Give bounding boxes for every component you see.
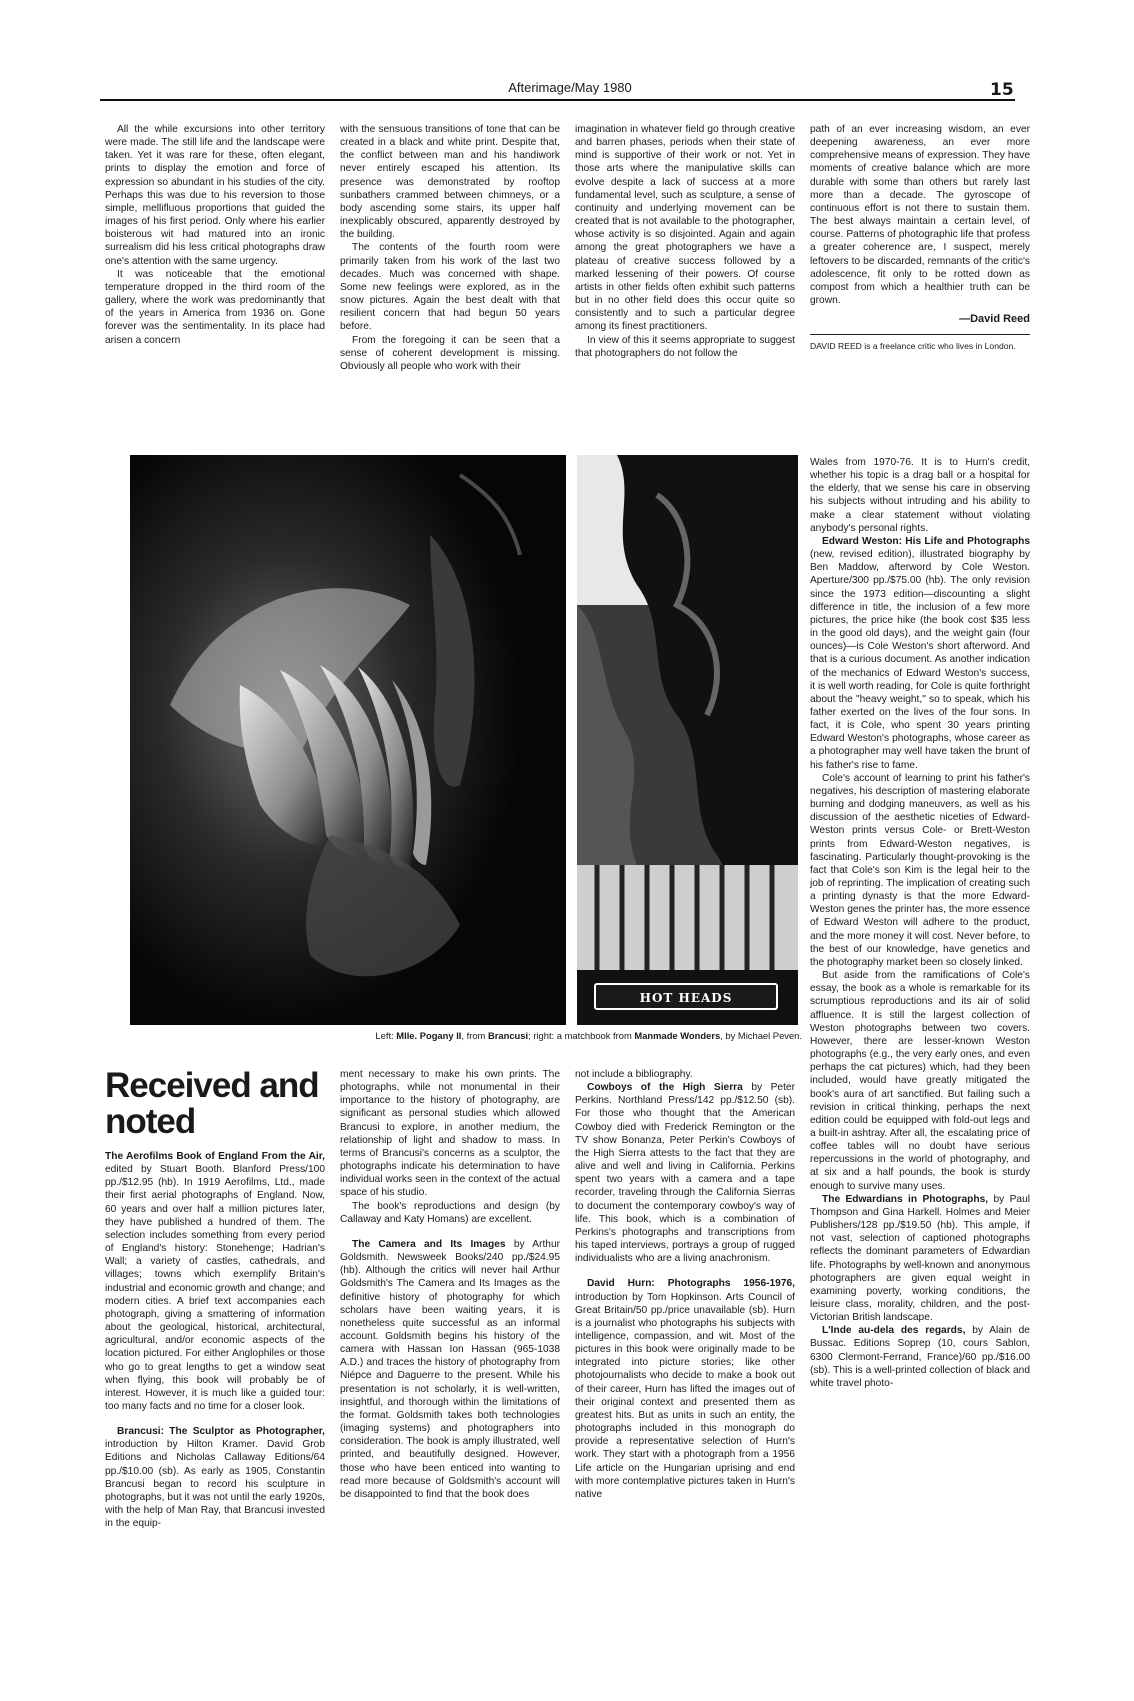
paragraph: path of an ever increasing wisdom, an ever deepening awareness, an ever more comprehensive means of expression. They have moments of creative balance which are more durable with some than others but rarely last more than a decade. The gyroscope of continuous effort is not there to sustain them. The best always maintain a certain level, of course. Patterns of photographic life that profess a greater coherence are, I suspect, merely leftovers to be discarded, remnants of the critic's adolescence, fit only to be rotted down as compost from which a healthier truth can be grown. [810, 124, 1030, 307]
review-column-3 [575, 1068, 795, 1501]
review-title: The Aerofilms Book of England From the Air, [105, 1151, 325, 1162]
review-entry [575, 1081, 795, 1265]
sculpture-image [130, 455, 566, 1025]
paragraph: From the foregoing it can be seen that a sense of coherent development is missing. Obviously all people who work with their [340, 334, 560, 372]
caption-title: Mlle. Pogany II [396, 1030, 462, 1041]
review-body: by Arthur Goldsmith. Newsweek Books/240 pp./$24.95 (hb). Although the critics will never hail Arthur Goldsmith's The Camera and Its Images as the definitive history of photography for which scholars have been waiting years, it is nonetheless quite successful as an informal account. Goldsmith begins his history of the camera with Hassan Ion Hassan (965-1038 A.D.) and traces the history of photography from Niépce and Daguerre to the present. While his presentation is not scholarly, it is well-written, insightful, and thorough within the limitations of the format. Goldsmith takes both technologies (imaging systems) and photographers into consideration. The book is amply illustrated, well printed, and beautifully designed. However, those who have been enticed into wanting to read more because of Goldsmith's account will be disappointed to find that the book does [340, 1238, 561, 1500]
section-headline: Received and noted [105, 1066, 319, 1141]
review-entry [810, 969, 1030, 1193]
photo-matchbook [577, 455, 798, 1025]
review-title: Cowboys of the High Sierra [587, 1082, 743, 1094]
paragraph: with the sensuous transitions of tone that can be created in a black and white print. Despite that, the conflict between man and his handiwork never entirely escaped his attention. Its presence was demonstrated by rooftop sunbathers crammed between chimneys, or a body ascending some stairs, its upper half inexplicably obscured, apparently destroyed by the building. [340, 124, 560, 241]
review-body: by Paul Thompson and Gina Harkell. Holmes and Meier Publishers/128 pp./$19.50 (hb). This ample, if not vast, selection of captioned photographs reflects the dominant parameters of Edwardian life. Photographs by well-known and anonymous photographers are given equal weight in examining poverty, working conditions, the leisure class, morality, children, and the post-Victorian British landscape. [810, 1193, 1030, 1324]
review-entry [340, 1200, 560, 1226]
review-column-2 [340, 1068, 560, 1501]
review-title: L'Inde au-dela des regards, [822, 1325, 966, 1337]
review-body: But aside from the ramifications of Cole's essay, the book as a whole is remarkable for its scrumptious reproductions and its air of solid affluence. It is still the largest collection of Weston photographs between two covers. However, there are lesser-known Weston photographs (e.g., the very early ones, and even perhaps the cat pictures) which, had they been included, would have greatly mitigated the book's aura of art sanctified. But failing such a revision in critical thinking, perhaps the next edition could be equipped with fold-out legs and a built-in ashtray. After all, the escalating price of coffee tables will no doubt have serious repercussions in the world of photography, and at six and a half pounds, the book is sturdy enough to survive many uses. [810, 970, 1030, 1192]
review-title: Brancusi: The Sculptor as Photographer, [117, 1426, 325, 1438]
review-body: introduction by Hilton Kramer. David Grob Editions and Nicholas Callaway Editions/64 pp./$10.00 (sb). As early as 1905, Constantin Brancusi began to record his sculpture in photographs, but it was not until the early 1920s, with the help of Man Ray, that Brancusi invested in the equip- [105, 1439, 325, 1530]
review-entry [340, 1238, 560, 1501]
paragraph: imagination in whatever field go through creative and barren phases, periods when their state of mind is supportive of their work or not. Yet in those arts where the manipulative skills can evolve despite a lack of success at a more fundamental level, such as sculpture, a sense of continuity and underlying movement can be created that is not available to the photographer, whose activity is so disjointed. Again and again among the great photographers we have a plateau of creative success followed by a marked lessening of their powers. Of course artists in other fields often exhibit such patterns but in no other field does this occur quite so consistently and to such a particular degree among its finest practitioners. [575, 124, 795, 333]
matchbook-label: HOT HEADS [594, 983, 778, 1010]
review-entry [105, 1150, 325, 1413]
article-column-2 [340, 123, 560, 373]
review-entry [575, 1277, 795, 1501]
paragraph: It was noticeable that the emotional temperature dropped in the third room of the gallery, where the work was predominantly that of the years in America from 1936 on. Gone forever was the sentimentality. In its place had arisen a concern [105, 268, 325, 346]
article-column-3 [575, 123, 795, 360]
review-entry [810, 456, 1030, 535]
caption-title: Brancusi [487, 1030, 529, 1041]
article-column-1 [105, 123, 325, 347]
caption-text: , by Michael Peven. [720, 1030, 802, 1041]
caption-text: , from [461, 1030, 488, 1041]
review-title: The Edwardians in Photographs, [822, 1193, 989, 1205]
caption-title: Manmade Wonders [634, 1030, 721, 1041]
review-body: by Alain de Bussac. Editions Soprep (10, cours Sablon, 6300 Clermont-Ferrand, France)/60 pp./$16.00 (sb). This is a well-printed collection of black and white travel photo- [810, 1325, 1030, 1389]
review-body: by Peter Perkins. Northland Press/142 pp./$12.50 (sb). For those who thought that the American Cowboy died with Frederick Remington or the TV show Bonanza, Peter Perkin's Cowboys of the High Sierra attests to the fact that they are alive and well and living in California. Perkins spent two years with a camera and a tape recorder, traveling through the California Sierras to document the contemporary cowboy's way of life. This book, which is a combination of Perkins's photographs and transcriptions from his taped interviews, portrays a group of rugged individualists who are a living anachronism. [575, 1082, 795, 1265]
author-bio: DAVID REED is a freelance critic who lives in London. [810, 334, 1030, 352]
review-body: ment necessary to make his own prints. The photographs, while not monumental in their importance to the history of photography, are significant as personal studies which allowed Brancusi to explore, in another medium, the relationship of light and shadow to mass. In terms of Brancusi's concerns as a sculptor, the photographs indicate his determination to have individual works seen in the context of the actual space of his studio. [340, 1069, 560, 1199]
caption-text: Left: [375, 1030, 397, 1041]
review-entry [340, 1068, 560, 1200]
review-title: Edward Weston: His Life and Photographs [822, 535, 1030, 547]
review-body: Cole's account of learning to print his father's negatives, his description of mastering elaborate burning and dodging maneuvers, as well as his discussion of the aesthetic niceties of Edward-Weston prints versus Cole- or Brett-Weston prints from Edward-Weston negatives, is fascinating. Particularly thought-provoking is the fact that Cole's son Kim is the legal heir to the job of reprinting. The implication of creating such a printing dynasty is that the more Edward-Weston genes the printer has, the more essence of Edward Weston will adhere to the product, and the more money it will cost. Never before, to the best of our knowledge, have genetics and the photography market been so closely linked. [810, 772, 1030, 968]
review-body: not include a bibliography. [575, 1069, 693, 1080]
photo-caption [322, 1030, 802, 1041]
matchbook-image [577, 455, 798, 1025]
page-number: 15 [990, 80, 1014, 100]
review-title: The Camera and Its Images [352, 1238, 506, 1250]
review-entry [810, 772, 1030, 969]
author-signature: —David Reed [959, 313, 1030, 326]
review-entry [810, 1193, 1030, 1325]
article-column-4 [810, 123, 1030, 352]
review-body: introduction by Tom Hopkinson. Arts Council of Great Britain/50 pp./price unavailable (sb). Hurn is a journalist who photographs his subjects with intelligence, compassion, and wit. Most of the pictures in this book were originally made to be integrated into picture stories; like other photojournalists who decide to make a book out of their career, Hurn has lifted the images out of their original context and presented them as greatest hits. But as units in such an entity, the photographs included in this monograph do provide a representative selection of Hurn's work. They start with a photograph from a 1956 Life article on the Hungarian uprising and end with more contemplative pictures taken in Hurn's native [575, 1291, 795, 1500]
review-entry [105, 1425, 325, 1530]
review-entry [810, 1324, 1030, 1390]
caption-text: ; right: a matchbook from [528, 1030, 635, 1041]
paragraph: The contents of the fourth room were primarily taken from his work of the last two decades. Much was concerned with shape. Some new feelings were explored, as in the snow pictures. Again the best dealt with that resilient concern that had begun 50 years before. [340, 242, 560, 333]
review-entry [575, 1068, 795, 1081]
header-rule [100, 99, 1015, 101]
review-column-1 [105, 1150, 325, 1530]
running-header: Afterimage/May 1980 [508, 80, 632, 95]
review-body: edited by Stuart Booth. Blanford Press/100 pp./$12.95 (hb). In 1919 Aerofilms, Ltd., made their first aerial photographs of England. Now, 60 years and over half a million pictures later, they have published a hundred of them. The selection includes something from every period of England's history: Stonehenge; Hadrian's Wall; a variety of castles, cathedrals, and villages; towns which exemplify Britain's industrial and economic growth and change; and modern cities. A brief text accompanies each photograph, giving a smattering of information about the geological, historical, architectural, agricultural, and/or economic aspects of the location pictured. For either Anglophiles or those who go to great lengths to get a window seat when flying, this book will probably be of interest. However, it is much like a guided tour: too many facts and no time for a closer look. [105, 1164, 325, 1412]
review-entry [810, 535, 1030, 772]
photo-sculpture [130, 455, 566, 1025]
review-title: David Hurn: Photographs 1956-1976, [587, 1278, 795, 1290]
review-column-4 [810, 456, 1030, 1390]
paragraph: All the while excursions into other territory were made. The still life and the landscape were taken. Yet it was rare for these, often elegant, prints to display the emotion and force of expression so abundant in his studies of the city. Perhaps this was due to his reversion to those simple, mellifluous proportions that guided the images of his first period. Only where his earlier boisterous wit had matured into an ironic surrealism did his less critical photographs draw one's attention with the same urgency. [105, 124, 325, 267]
review-body: Wales from 1970-76. It is to Hurn's credit, whether his topic is a drag ball or a hospital for the elderly, that we sense his care in observing his subjects without intruding and his ability to make a clear statement without violating anybody's personal rights. [810, 457, 1030, 534]
review-body: The book's reproductions and design (by Callaway and Katy Homans) are excellent. [340, 1200, 560, 1225]
review-body: (new, revised edition), illustrated biography by Ben Maddow, afterword by Cole Weston. Aperture/300 pp./$75.00 (hb). The only revision since the 1973 edition—discounting a slight difference in title, the inclusion of a few more pictures, the price hike (the book cost $35 less in the good old days), and the weight gain (four ounces)—is Cole Weston's short afterword. And that is a curious document. As another indication of the mechanics of Edward Weston's success, it is well worth reading, for Cole is quite forthright about the "heavy weight," so to speak, which his father exerted on the lives of the four sons. In fact, it is Cole, who spent 30 years printing Edward Weston's photographs, whose career as a photographer may well have taken the brunt of his father's rise to fame. [810, 549, 1030, 771]
paragraph: In view of this it seems appropriate to suggest that photographers do not follow the [575, 334, 795, 359]
